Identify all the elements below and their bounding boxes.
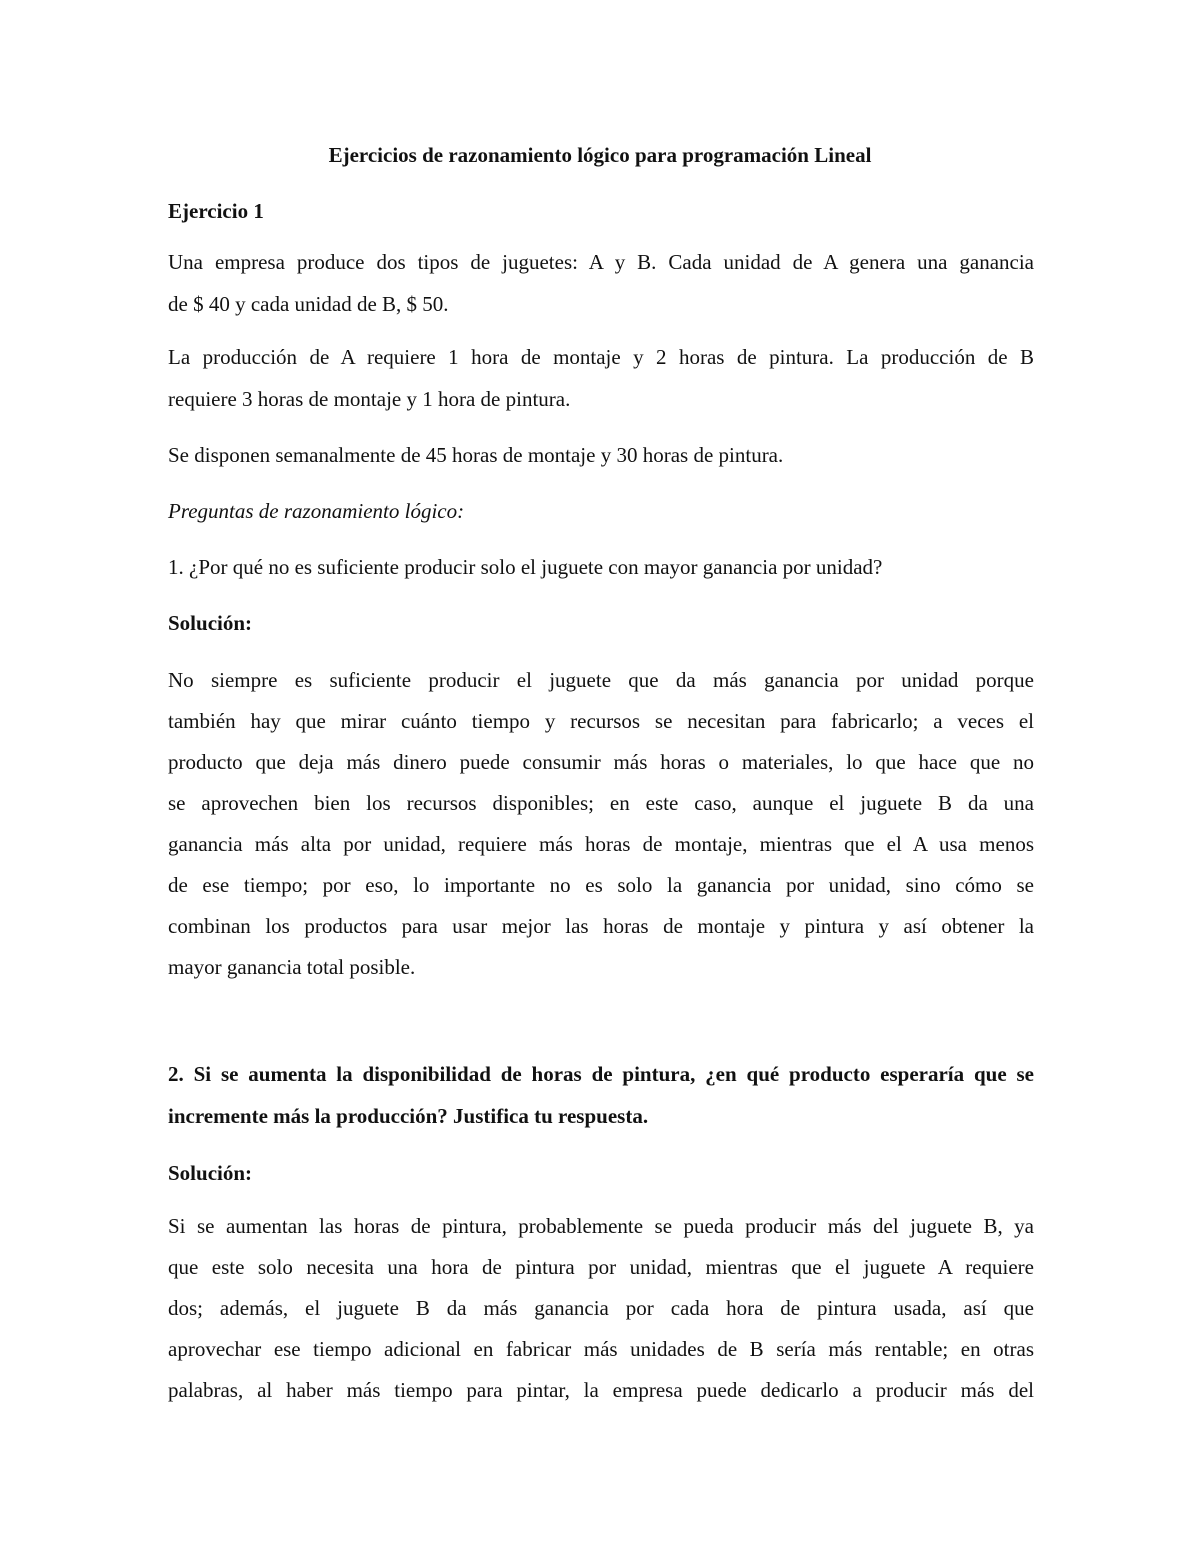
answer-2: [168, 1206, 1034, 1411]
answer-2-line: palabras, al haber más tiempo para pintar, la empresa puede dedicarlo a producir más del: [168, 1378, 1034, 1402]
question-2-line: 2. Si se aumenta la disponibilidad de horas de pintura, ¿en qué producto esperaría que se: [168, 1062, 1034, 1086]
answer-2-line: que este solo necesita una hora de pintura por unidad, mientras que el juguete A requiere: [168, 1255, 1034, 1279]
statement-1-line: Una empresa produce dos tipos de juguetes: A y B. Cada unidad de A genera una ganancia: [168, 250, 1034, 274]
question-2-line: incremente más la producción? Justifica tu respuesta.: [168, 1104, 649, 1128]
answer-1-line: de ese tiempo; por eso, lo importante no es solo la ganancia por unidad, sino cómo se: [168, 873, 1034, 897]
question-2: [168, 1053, 1034, 1137]
answer-1-line: No siempre es suficiente producir el juguete que da más ganancia por unidad porque: [168, 668, 1034, 692]
question-1: 1. ¿Por qué no es suficiente producir solo el juguete con mayor ganancia por unidad?: [168, 555, 883, 579]
answer-1-line: combinan los productos para usar mejor las horas de montaje y pintura y así obtener la: [168, 914, 1034, 938]
answer-1-line: mayor ganancia total posible.: [168, 955, 416, 979]
statement-2-line: requiere 3 horas de montaje y 1 hora de pintura.: [168, 387, 571, 411]
answer-1-line: se aprovechen bien los recursos disponibles; en este caso, aunque el juguete B da una: [168, 791, 1034, 815]
answer-2-line: aprovechar ese tiempo adicional en fabricar más unidades de B sería más rentable; en otras: [168, 1337, 1034, 1361]
document-title: Ejercicios de razonamiento lógico para programación Lineal: [328, 143, 872, 167]
statement-paragraph-3: Se disponen semanalmente de 45 horas de montaje y 30 horas de pintura.: [168, 443, 784, 467]
exercise-heading: Ejercicio 1: [168, 199, 264, 223]
answer-1-line: producto que deja más dinero puede consumir más horas o materiales, lo que hace que no: [168, 750, 1034, 774]
answer-1-line: ganancia más alta por unidad, requiere más horas de montaje, mientras que el A usa menos: [168, 832, 1034, 856]
answer-1: [168, 660, 1034, 988]
questions-heading: Preguntas de razonamiento lógico:: [168, 499, 465, 523]
answer-1-line: también hay que mirar cuánto tiempo y recursos se necesitan para fabricarlo; a veces el: [168, 709, 1034, 733]
statement-1-line: de $ 40 y cada unidad de B, $ 50.: [168, 292, 449, 316]
answer-2-line: dos; además, el juguete B da más ganancia por cada hora de pintura usada, así que: [168, 1296, 1034, 1320]
statement-paragraph-2: [168, 336, 1034, 420]
solution-label-2: Solución:: [168, 1161, 253, 1185]
answer-2-line: Si se aumentan las horas de pintura, probablemente se pueda producir más del juguete B, ya: [168, 1214, 1034, 1238]
solution-label-1: Solución:: [168, 611, 253, 635]
statement-2-line: La producción de A requiere 1 hora de montaje y 2 horas de pintura. La producción de B: [168, 345, 1034, 369]
statement-paragraph-1: [168, 241, 1034, 325]
